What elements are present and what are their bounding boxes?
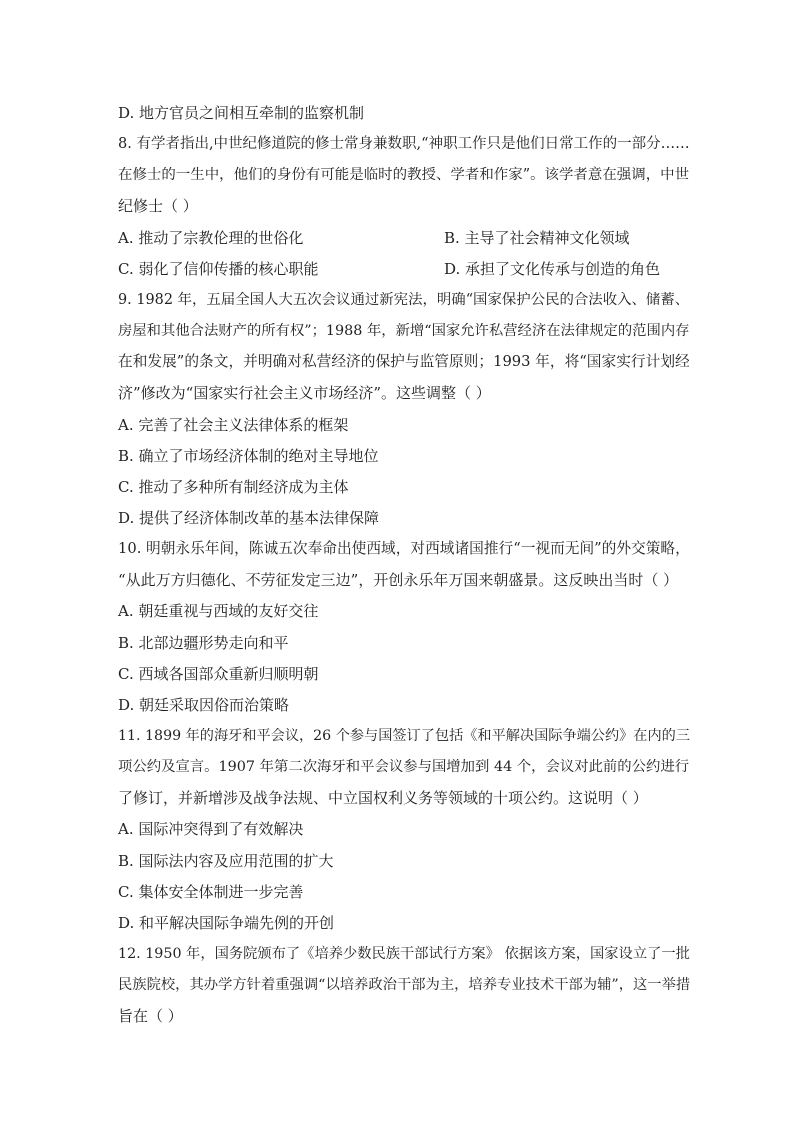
q12-stem-line-3: 旨在（ ） bbox=[118, 1007, 183, 1025]
q11-stem-line-2: 项公约及宣言。1907 年第二次海牙和平会议参与国增加到 44 个，会议对此前的公约进行 bbox=[118, 759, 690, 775]
q11-option-c: C. 集体安全体制进一步完善 bbox=[118, 883, 304, 901]
q10-option-a: A. 朝廷重视与西域的友好交往 bbox=[118, 602, 319, 620]
q11-stem-line-1: 11. 1899 年的海牙和平会议，26 个参与国签订了包括《和平解决国际争端公约》在内的三 bbox=[118, 728, 690, 744]
q11-stem-line-3: 了修订，并新增涉及战争法规、中立国权利义务等领域的十项公约。这说明（ ） bbox=[118, 789, 648, 807]
q9-stem-line-3: 在和发展”的条文，并明确对私营经济的保护与监管原则；1993 年，将“国家实行计划经 bbox=[118, 353, 690, 370]
q8-option-b: B. 主导了社会精神文化领域 bbox=[444, 229, 630, 247]
q10-option-b: B. 北部边疆形势走向和平 bbox=[118, 634, 289, 652]
q8-option-d: D. 承担了文化传承与创造的角色 bbox=[444, 260, 661, 278]
q11-option-a: A. 国际冲突得到了有效解决 bbox=[118, 820, 304, 838]
q8-option-c: C. 弱化了信仰传播的核心职能 bbox=[118, 260, 319, 278]
q8-option-a: A. 推动了宗教伦理的世俗化 bbox=[118, 229, 304, 247]
q9-option-a: A. 完善了社会主义法律体系的框架 bbox=[118, 416, 349, 434]
q9-stem-line-2: 房屋和其他合法财产的所有权”；1988 年，新增“国家允许私营经济在法律规定的范围内存 bbox=[118, 323, 690, 339]
q10-stem-line-1: 10. 明朝永乐年间，陈诚五次奉命出使西域，对西域诸国推行“一视而无间”的外交策略， bbox=[118, 540, 690, 557]
q12-stem-line-1: 12. 1950 年，国务院颁布了《培养少数民族干部试行方案》 依据该方案，国家设立了一批 bbox=[118, 946, 690, 962]
q8-stem-line-2: 在修士的一生中，他们的身份有可能是临时的教授、学者和作家”。该学者意在强调，中世 bbox=[118, 167, 690, 183]
q9-option-c: C. 推动了多种所有制经济成为主体 bbox=[118, 478, 349, 496]
q9-option-d: D. 提供了经济体制改革的基本法律保障 bbox=[118, 509, 380, 527]
q9-stem-line-1: 9. 1982 年，五届全国人大五次会议通过新宪法，明确“国家保护公民的合法收入、储蓄、 bbox=[118, 292, 690, 308]
q10-option-c: C. 西域各国部众重新归顺明朝 bbox=[118, 665, 319, 683]
q8-stem-line-3: 纪修士（ ） bbox=[118, 197, 198, 215]
q11-option-b: B. 国际法内容及应用范围的扩大 bbox=[118, 852, 334, 870]
q11-option-d: D. 和平解决国际争端先例的开创 bbox=[118, 914, 335, 932]
q12-stem-line-2: 民族院校，其办学方针着重强调“以培养政治干部为主，培养专业技术干部为辅”，这一举措 bbox=[118, 977, 691, 993]
q9-stem-line-4: 济”修改为“国家实行社会主义市场经济”。这些调整（ ） bbox=[118, 384, 491, 402]
q7-option-d: D. 地方官员之间相互牵制的监察机制 bbox=[118, 104, 365, 122]
q10-option-d: D. 朝廷采取因俗而治策略 bbox=[118, 696, 290, 714]
q10-stem-line-2: “从此万方归德化、不劳征发定三边”，开创永乐年万国来朝盛景。这反映出当时（ ） bbox=[118, 571, 679, 589]
q9-option-b: B. 确立了市场经济体制的绝对主导地位 bbox=[118, 447, 379, 465]
q8-stem-line-1: 8. 有学者指出,中世纪修道院的修士常身兼数职,“神职工作只是他们日常工作的一部分…… bbox=[118, 136, 690, 152]
